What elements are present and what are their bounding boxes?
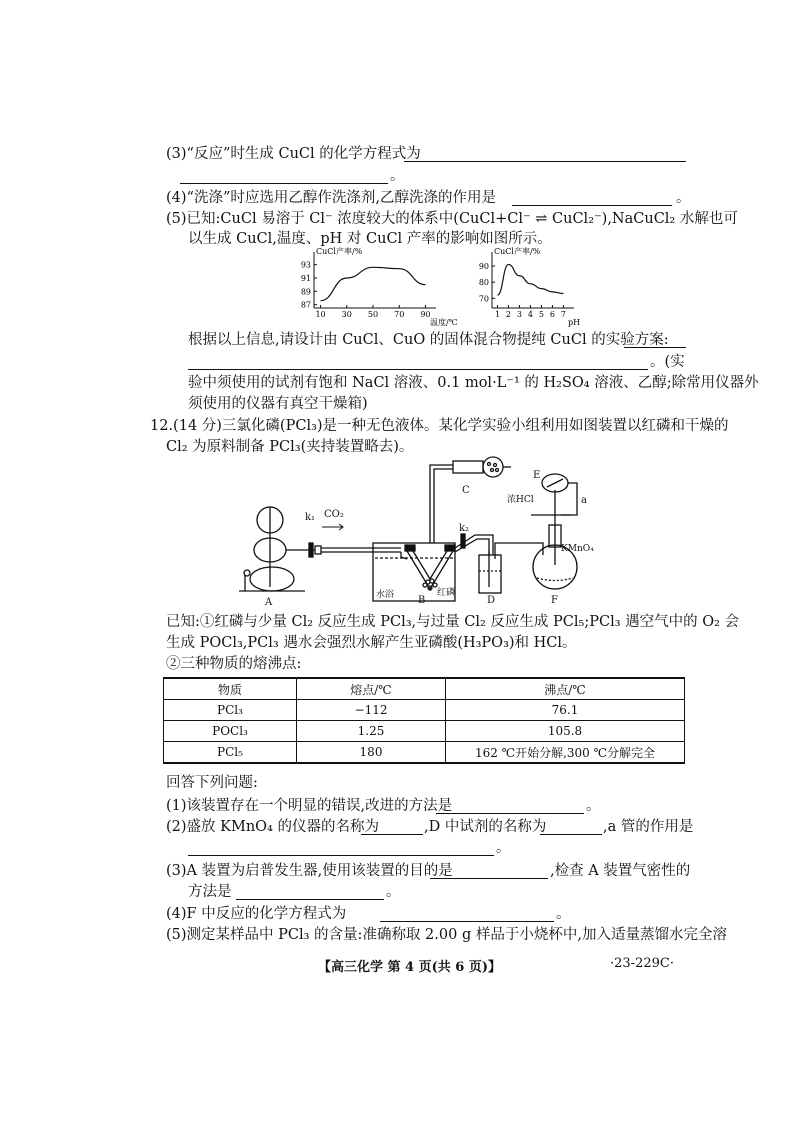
- q11-design-line1: 根据以上信息,请设计由 CuCl、CuO 的固体混合物提纯 CuCl 的实验方案:: [188, 332, 669, 348]
- q12-part2-a: (2)盛放 KMnO₄ 的仪器的名称为: [166, 819, 379, 835]
- answer-blank[interactable]: [180, 183, 388, 184]
- x-tick-label: 4: [527, 310, 533, 319]
- label-f: F: [551, 595, 558, 606]
- ph-yield-chart: [470, 248, 580, 326]
- x-tick-label: 2: [505, 310, 512, 319]
- x-tick-label: 90: [420, 310, 431, 319]
- x-tick-label: 6: [549, 310, 555, 319]
- x-tick-label: 1: [494, 310, 501, 319]
- x-tick-label: 5: [538, 310, 544, 319]
- label-e: E: [533, 470, 541, 481]
- q12-part4: (4)F 中反应的化学方程式为: [166, 906, 347, 922]
- y-tick-label: 90: [478, 262, 489, 272]
- table-cell: 1.25: [297, 721, 446, 742]
- table-cell: POCl₃: [164, 721, 297, 742]
- table-header: 物质: [164, 678, 297, 700]
- x-tick-label: 70: [394, 310, 405, 319]
- x-tick-label: 50: [367, 310, 379, 319]
- table-cell: PCl₃: [164, 700, 297, 721]
- series-line: [497, 264, 563, 295]
- table-row: [164, 742, 685, 764]
- q12-part3-b: ,检查 A 装置气密性的: [550, 863, 691, 879]
- answer-blank[interactable]: [512, 205, 672, 206]
- label-k2: k₂: [459, 523, 470, 534]
- y-axis-label: CuCl产率/%: [494, 247, 541, 256]
- label-b: B: [418, 595, 426, 606]
- label-red-phosphorus: 红磷: [437, 588, 456, 598]
- q12-part2-c: ,a 管的作用是: [603, 819, 694, 835]
- q12-answer-intro: 回答下列问题:: [166, 775, 258, 791]
- table-header-row: [164, 678, 685, 700]
- q11-part3: (3)“反应”时生成 CuCl 的化学方程式为: [166, 146, 421, 162]
- table-cell: −112: [297, 700, 446, 721]
- y-tick-label: 70: [478, 294, 489, 304]
- y-axis-label: CuCl产率/%: [316, 247, 363, 256]
- label-co2: CO₂: [324, 509, 344, 520]
- melting-boiling-table: [163, 677, 685, 764]
- table-cell: 76.1: [446, 700, 685, 721]
- q12-known1-line1: 已知:①红磷与少量 Cl₂ 反应生成 PCl₃,与过量 Cl₂ 反应生成 PCl₅;PCl₃ 遇空气中的 O₂ 会: [166, 614, 740, 630]
- label-water-bath: 水浴: [376, 590, 395, 600]
- y-tick-label: 93: [300, 260, 311, 270]
- answer-blank[interactable]: [430, 878, 548, 879]
- q11-part5-line1: (5)已知:CuCl 易溶于 Cl⁻ 浓度较大的体系中(CuCl+Cl⁻ ⇌ CuCl₂⁻),NaCuCl₂ 水解也可: [166, 211, 738, 227]
- ph-chart-svg: [470, 248, 580, 326]
- table-cell: 162 ℃开始分解,300 ℃分解完全: [446, 742, 685, 764]
- label-a-tube: a: [581, 495, 587, 506]
- x-tick-label: 3: [516, 310, 523, 319]
- answer-blank[interactable]: [188, 369, 648, 370]
- label-d: D: [487, 595, 496, 606]
- q11-part4-end: 。: [676, 190, 691, 206]
- y-tick-label: 87: [300, 300, 311, 310]
- x-tick-label: 30: [341, 310, 352, 319]
- y-tick-label: 80: [478, 278, 489, 288]
- x-tick-label: 7: [560, 310, 566, 319]
- table-header: 熔点/℃: [297, 678, 446, 700]
- footer-page-info: 【高三化学 第 4 页(共 6 页)】: [318, 960, 502, 975]
- table-row: [164, 700, 685, 721]
- label-a: A: [265, 597, 273, 608]
- distilling-flask-f: [531, 474, 577, 589]
- answer-blank[interactable]: [404, 161, 686, 162]
- answer-blank[interactable]: [540, 834, 602, 835]
- q12-intro-line1: 12.(14 分)三氯化磷(PCl₃)是一种无色液体。某化学实验小组利用如图装置以红磷和干燥的: [150, 418, 729, 434]
- answer-blank[interactable]: [436, 813, 584, 814]
- apparatus-svg: [225, 455, 605, 610]
- q11-part5-line2: 以生成 CuCl,温度、pH 对 CuCl 产率的影响如图所示。: [188, 231, 552, 247]
- label-kmno4: KMnO₄: [561, 544, 594, 554]
- temperature-yield-chart: [290, 247, 458, 327]
- q11-design-line4: 须使用的仪器有真空干燥箱): [188, 396, 368, 412]
- temperature-chart-svg: [290, 247, 458, 327]
- answer-blank[interactable]: [380, 921, 554, 922]
- label-k1: k₁: [305, 512, 316, 523]
- q12-part3-a: (3)A 装置为启普发生器,使用该装置的目的是: [166, 863, 453, 879]
- q12-part3-end: 。: [386, 884, 401, 900]
- series-line: [321, 267, 426, 300]
- table-cell: 105.8: [446, 721, 685, 742]
- q11-part4: (4)“洗涤”时应选用乙醇作洗涤剂,乙醇洗涤的作用是: [166, 190, 496, 206]
- table-cell: 180: [297, 742, 446, 764]
- footer-code: ·23-229C·: [610, 956, 674, 971]
- q11-design-line3: 验中须使用的试剂有饱和 NaCl 溶液、0.1 mol·L⁻¹ 的 H₂SO₄ 溶液、乙醇;除常用仪器外: [188, 375, 759, 391]
- q12-known2: ②三种物质的熔沸点:: [166, 656, 302, 672]
- answer-blank[interactable]: [188, 855, 494, 856]
- q12-part3-line2: 方法是: [188, 884, 232, 900]
- label-conc-hcl: 浓HCl: [507, 495, 534, 505]
- answer-blank[interactable]: [624, 347, 686, 348]
- q12-part2-end: 。: [496, 840, 511, 856]
- x-axis-label: pH: [568, 318, 581, 327]
- q12-intro-line2: Cl₂ 为原料制备 PCl₃(夹持装置略去)。: [166, 439, 414, 455]
- x-axis-label: 温度/℃: [430, 318, 458, 327]
- q12-part1: (1)该装置存在一个明显的错误,改进的方法是: [166, 798, 453, 814]
- q11-part3-end: 。: [390, 168, 405, 184]
- apparatus-diagram: [225, 455, 605, 610]
- q12-part5: (5)测定某样品中 PCl₃ 的含量:准确称取 2.00 g 样品于小烧杯中,加入适量蒸馏水完全溶: [166, 927, 727, 943]
- y-tick-label: 89: [300, 287, 311, 297]
- table-cell: PCl₅: [164, 742, 297, 764]
- table-header: 沸点/℃: [446, 678, 685, 700]
- drying-tube-c: [430, 457, 511, 543]
- q12-known1-line2: 生成 POCl₃,PCl₃ 遇水会强烈水解产生亚磷酸(H₃PO₃)和 HCl。: [166, 635, 577, 651]
- q12-part1-end: 。: [586, 798, 601, 814]
- y-tick-label: 91: [300, 274, 311, 283]
- answer-blank[interactable]: [361, 834, 423, 835]
- q12-part4-end: 。: [556, 906, 571, 922]
- answer-blank[interactable]: [236, 899, 384, 900]
- q12-part2-b: ,D 中试剂的名称为: [424, 819, 547, 835]
- q11-design-line2-end: 。(实: [650, 354, 685, 370]
- x-tick-label: 10: [315, 310, 326, 319]
- label-c: C: [462, 485, 470, 496]
- table-row: [164, 721, 685, 742]
